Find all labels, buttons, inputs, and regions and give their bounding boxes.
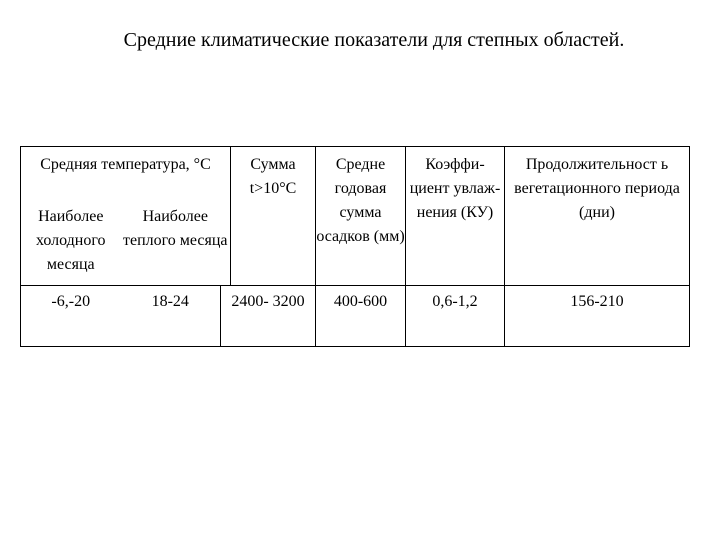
- cell-precipitation: 400-600: [316, 286, 406, 347]
- cell-coldest: -6,-20: [21, 286, 121, 347]
- header-humidity-coefficient: Коэффи- циент увлаж- нения (КУ): [406, 147, 505, 286]
- cell-warmest: 18-24: [121, 286, 221, 347]
- header-vegetation-period: Продолжительност ь вегетационного периода (дни): [505, 147, 690, 286]
- header-temperature-group: Средняя температура, °С: [21, 147, 231, 206]
- page-title: Средние климатические показатели для степных областей.: [123, 29, 625, 51]
- climate-table: [20, 146, 690, 347]
- header-temperature-sum: Сумма t>10°С: [231, 147, 316, 286]
- header-row-top: [21, 147, 690, 206]
- cell-humidity-coefficient: 0,6-1,2: [406, 286, 505, 347]
- header-warmest-month: Наиболее теплого месяца: [121, 205, 231, 286]
- header-precipitation: Средне годовая сумма осадков (мм): [316, 147, 406, 286]
- header-coldest-month: Наиболее холодного месяца: [21, 205, 121, 286]
- cell-temperature-sum: 2400- 3200: [221, 286, 316, 347]
- table-row: [21, 286, 690, 347]
- cell-vegetation-period: 156-210: [505, 286, 690, 347]
